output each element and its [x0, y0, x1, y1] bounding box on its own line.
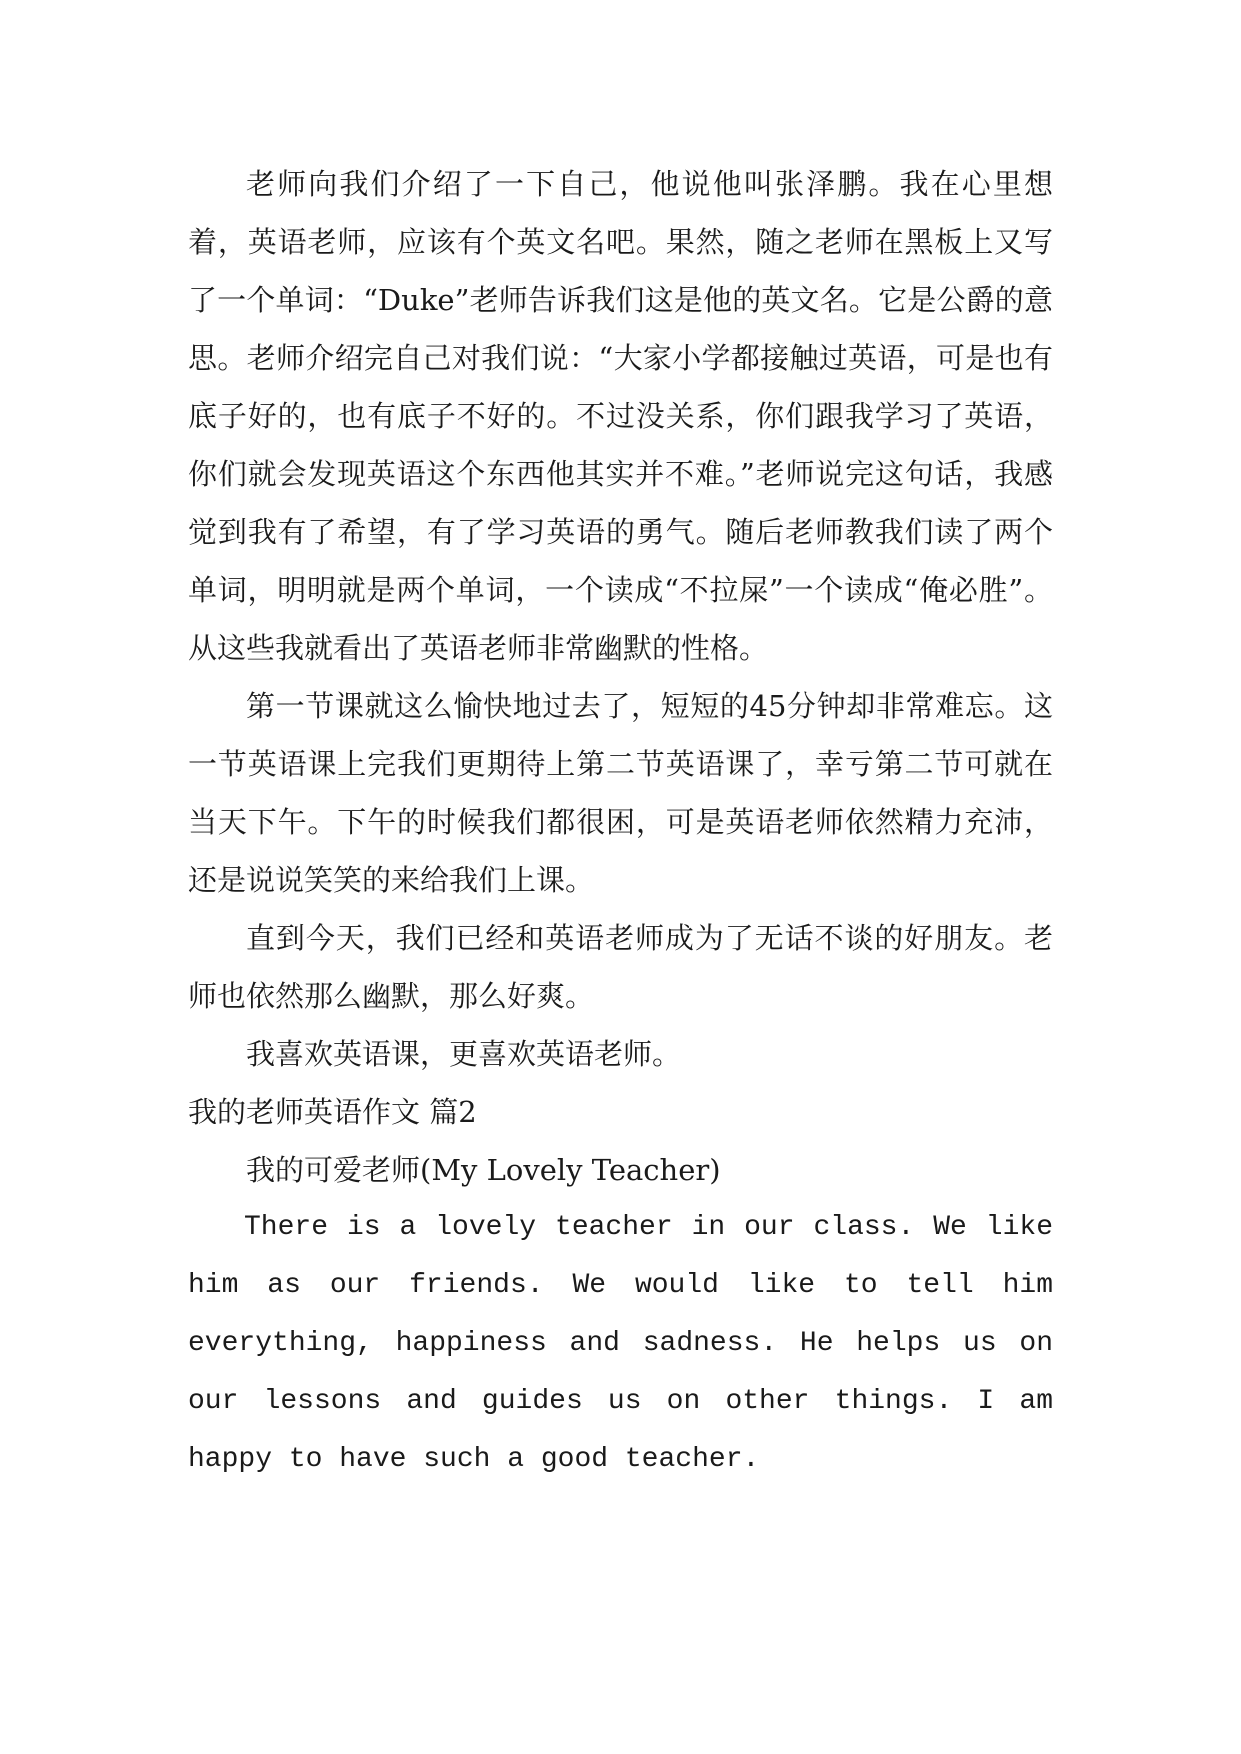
paragraph-2: 第一节课就这么愉快地过去了，短短的45分钟却非常难忘。这一节英语课上完我们更期待上第二节英语课了，幸亏第二节可就在当天下午。下午的时候我们都很困，可是英语老师依然精力充沛，还是说说笑笑的来给我们上课。 [188, 689, 1053, 897]
paragraph-3: 直到今天，我们已经和英语老师成为了无话不谈的好朋友。老师也依然那么幽默，那么好爽。 [188, 921, 1053, 1013]
section-heading: 我的老师英语作文 篇2 [188, 1095, 477, 1129]
essay-subtitle: 我的可爱老师(My Lovely Teacher) [246, 1153, 721, 1187]
paragraph-1: 老师向我们介绍了一下自己，他说他叫张泽鹏。我在心里想着，英语老师，应该有个英文名吧。果然，随之老师在黑板上又写了一个单词：“Duke”老师告诉我们这是他的英文名。它是公爵的意思。老师介绍完自己对我们说：“大家小学都接触过英语，可是也有底子好的，也有底子不好的。不过没关系，你们跟我学习了英语，你们就会发现英语这个东西他其实并不难。”老师说完这句话，我感觉到我有了希望，有了学习英语的勇气。随后老师教我们读了两个单词，明明就是两个单词，一个读成“不拉屎”一个读成“俺必胜”。从这些我就看出了英语老师非常幽默的性格。 [188, 167, 1053, 665]
paragraph-4: 我喜欢英语课，更喜欢英语老师。 [246, 1037, 682, 1071]
document-page [188, 155, 1053, 1489]
english-paragraph: There is a lovely teacher in our class. We like him as our friends. We would like to tell him everything, happiness and sadness. He helps us on our lessons and guides us on other things. I am happy to have such a good teacher. [188, 1212, 1053, 1475]
